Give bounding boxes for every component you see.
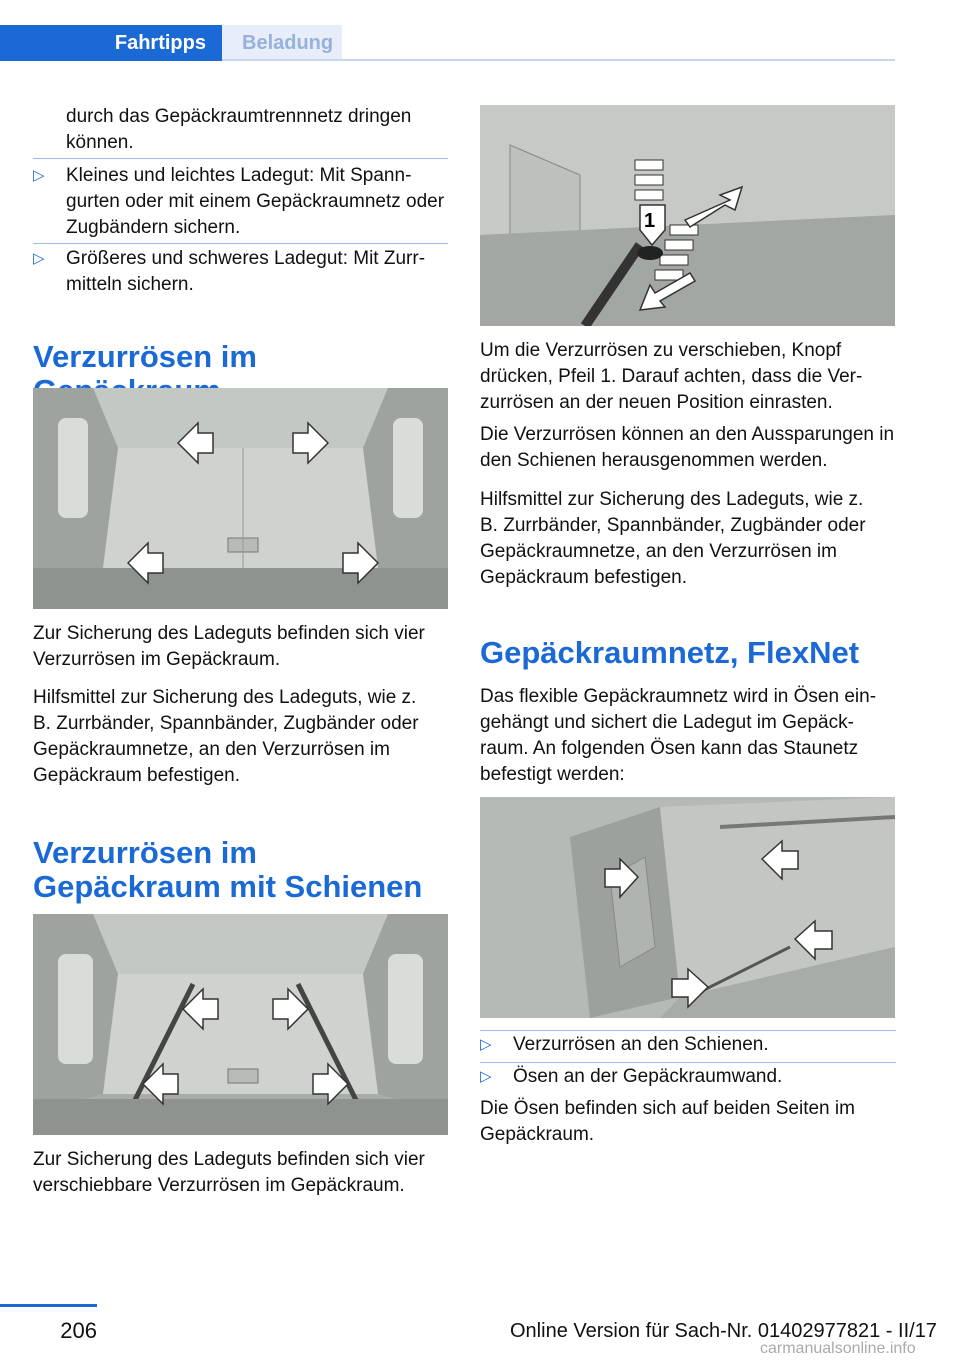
continued-paragraph: durch das Gepäckraumtrennnetz dringen können. [66, 106, 412, 153]
figure-callout-label: 1 [644, 210, 656, 232]
list-item: ▷ Verzurrösen an den Schienen. [480, 1032, 896, 1058]
section-heading: Gepäckraumnetz, FlexNet [480, 635, 860, 670]
page-number-bar [0, 1304, 97, 1307]
divider [480, 1030, 896, 1031]
section-heading: Verzurrösen im [33, 339, 257, 374]
list-item: ▷ Größeres und schweres Ladegut: Mit Zurrmitteln sichern. [33, 246, 448, 298]
paragraph: Das flexible Gepäckraumnetz wird in Ösen eingehängt und sichert die Ladegut im Gepäckraum. An folgenden Ösen kann das Staunetz befestigt werden: [480, 686, 877, 785]
triangle-bullet-icon: ▷ [33, 250, 45, 267]
online-version-note: Online Version für Sach-Nr. 01402977821 - II/17 [510, 1320, 937, 1342]
header-tabs [0, 25, 895, 61]
paragraph: Um die Verzurrösen zu verschieben, Knopf drücken, Pfeil 1. Darauf achten, dass die Verzurrösen an der neuen Position einrasten. [480, 340, 863, 413]
divider [33, 158, 448, 159]
trunk-lashing-eyes-figure [33, 388, 448, 609]
tab-fahrtipps[interactable]: Fahrtipps [0, 25, 222, 61]
list-item: ▷ Kleines und leichtes Ladegut: Mit Spanngurten oder mit einem Gepäckraumnetz oder Zugbändern sichern. [33, 163, 448, 241]
triangle-bullet-icon: ▷ [480, 1068, 492, 1085]
rail-eye-slide-figure [480, 105, 895, 326]
tab-beladung[interactable]: Beladung [222, 25, 342, 61]
watermark: carmanualsonline.info [760, 1340, 916, 1357]
paragraph: Die Ösen befinden sich auf beiden Seiten im Gepäckraum. [480, 1098, 855, 1145]
divider [33, 243, 448, 244]
trunk-rails-figure [33, 914, 448, 1135]
section-heading: Verzurrösen im Gepäckraum mit Schienen [33, 835, 423, 904]
paragraph: Zur Sicherung des Ladeguts befinden sich vier Verzurrösen im Gepäckraum. [33, 623, 425, 670]
tab-underline [222, 59, 895, 61]
triangle-bullet-icon: ▷ [33, 167, 45, 184]
divider [480, 1062, 896, 1063]
paragraph: Die Verzurrösen können an den Aussparungen in den Schienen herausgenommen werden. [480, 424, 895, 471]
paragraph: Hilfsmittel zur Sicherung des Ladeguts, wie z. B. Zurrbänder, Spannbänder, Zugbänder oder Gepäckraumnetze, an den Verzurrösen im Gepäckraum befestigen. [33, 687, 419, 786]
net-eyes-figure [480, 797, 895, 1018]
paragraph: Zur Sicherung des Ladeguts befinden sich vier verschiebbare Verzurrösen im Gepäckraum. [33, 1149, 425, 1196]
list-item: ▷ Ösen an der Gepäckraumwand. [480, 1064, 896, 1090]
paragraph: Hilfsmittel zur Sicherung des Ladeguts, wie z. B. Zurrbänder, Spannbänder, Zugbänder oder Gepäckraumnetze, an den Verzurrösen im Gepäckraum befestigen. [480, 489, 866, 588]
page-number: 206 [60, 1318, 97, 1343]
triangle-bullet-icon: ▷ [480, 1036, 492, 1053]
